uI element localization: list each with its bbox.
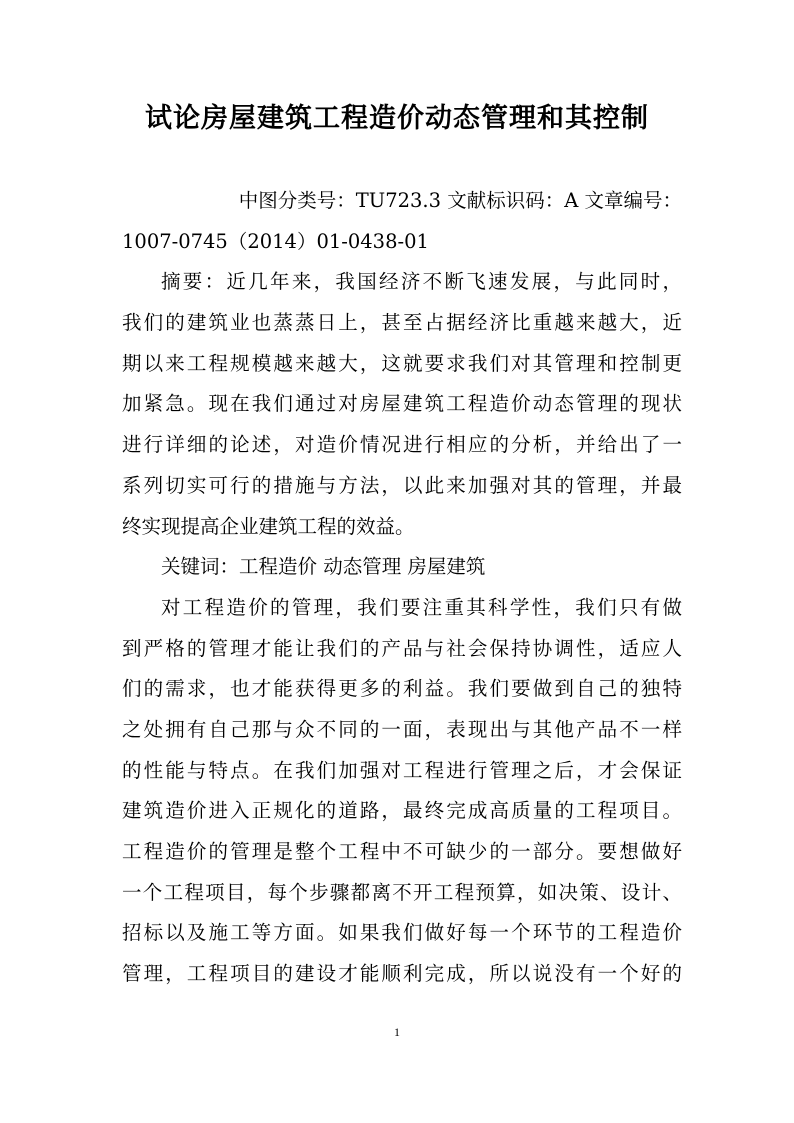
abstract-line: 摘要：近几年来，我国经济不断飞速发展，与此同时， — [161, 270, 682, 294]
classification-line: 中图分类号：TU723.3 文献标识码：A 文章编号： — [238, 189, 682, 212]
body-paragraph-line: 招标以及施工等方面。如果我们做好每一个环节的工程造价 — [122, 921, 682, 945]
keywords-line: 关键词：工程造价 动态管理 房屋建筑 — [161, 555, 486, 579]
abstract-line: 终实现提高企业建筑工程的效益。 — [122, 514, 415, 538]
body-paragraph-line: 到严格的管理才能让我们的产品与社会保持协调性，适应人 — [122, 636, 682, 660]
body-paragraph-line: 管理，工程项目的建设才能顺利完成，所以说没有一个好的 — [122, 962, 682, 986]
body-paragraph-line: 的性能与特点。在我们加强对工程进行管理之后，才会保证 — [122, 758, 682, 782]
body-paragraph-line: 工程造价的管理是整个工程中不可缺少的一部分。要想做好 — [122, 840, 682, 863]
abstract-line: 我们的建筑业也蒸蒸日上，甚至占据经济比重越来越大，近 — [122, 311, 682, 335]
page-number: 1 — [394, 1025, 400, 1039]
body-paragraph-line: 建筑造价进入正规化的道路，最终完成高质量的工程项目。 — [122, 799, 682, 823]
abstract-line: 加紧急。现在我们通过对房屋建筑工程造价动态管理的现状 — [122, 392, 682, 416]
body-paragraph-line: 之处拥有自己那与众不同的一面，表现出与其他产品不一样 — [122, 717, 682, 741]
article-body — [122, 181, 682, 995]
abstract-line: 进行详细的论述，对造价情况进行相应的分析，并给出了一 — [122, 433, 682, 457]
abstract-line: 系列切实可行的措施与方法，以此来加强对其的管理，并最 — [122, 473, 682, 497]
abstract-line: 期以来工程规模越来越大，这就要求我们对其管理和控制更 — [122, 351, 682, 375]
article-number-line: 1007-0745（2014）01-0438-01 — [122, 229, 429, 253]
body-paragraph-line: 一个工程项目，每个步骤都离不开工程预算，如决策、设计、 — [122, 880, 682, 904]
body-paragraph-line: 对工程造价的管理，我们要注重其科学性，我们只有做 — [161, 595, 682, 619]
article-title: 试论房屋建筑工程造价动态管理和其控制 — [145, 103, 649, 134]
body-paragraph-line: 们的需求，也才能获得更多的利益。我们要做到自己的独特 — [122, 677, 682, 701]
